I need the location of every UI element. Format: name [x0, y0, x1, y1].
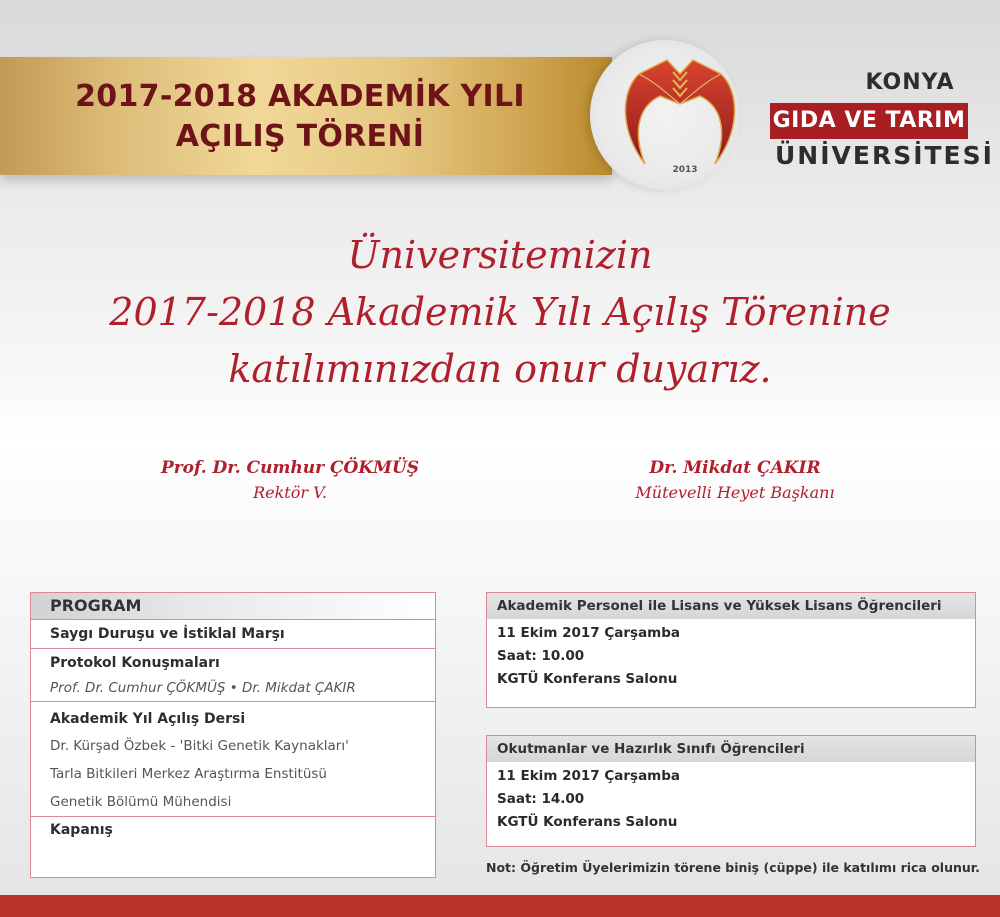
- program-item-title: Protokol Konuşmaları: [50, 655, 220, 671]
- session-audience: Okutmanlar ve Hazırlık Sınıfı Öğrencileri: [487, 736, 975, 762]
- session-time: Saat: 14.00: [497, 791, 585, 807]
- invitation-line2: 2017-2018 Akademik Yılı Açılış Törenine: [109, 290, 891, 334]
- program-item: [31, 702, 435, 817]
- session-time: Saat: 10.00: [497, 648, 585, 664]
- invitation-text: [0, 227, 1000, 398]
- program-item-title: Kapanış: [50, 822, 113, 838]
- invitation-line1: Üniversitemizin: [347, 233, 653, 277]
- attire-note: Not: Öğretim Üyelerimizin törene biniş (cüppe) ile katılımı rica olunur.: [486, 860, 980, 875]
- program-item-detail: Tarla Bitkileri Merkez Araştırma Enstitüsü: [50, 766, 327, 782]
- signatory-role: Rektör V.: [253, 483, 327, 502]
- signatory-board-chair: [575, 455, 895, 505]
- university-name-line1: KONYA: [865, 70, 955, 95]
- banner-title: [50, 77, 550, 157]
- banner-title-line1: 2017-2018 AKADEMİK YILI: [75, 79, 525, 114]
- logo-year: 2013: [672, 165, 698, 175]
- university-name-line2: GIDA VE TARIM: [770, 103, 968, 139]
- session-audience: Akademik Personel ile Lisans ve Yüksek Lisans Öğrencileri: [487, 593, 975, 619]
- banner-title-line2: AÇILIŞ TÖRENİ: [175, 119, 425, 154]
- program-item-detail: Genetik Bölümü Mühendisi: [50, 794, 232, 810]
- university-name-line3: ÜNİVERSİTESİ: [775, 141, 994, 170]
- session-date: 11 Ekim 2017 Çarşamba: [497, 768, 681, 784]
- program-item-detail: Dr. Kürşad Özbek - 'Bitki Genetik Kaynakları': [50, 738, 349, 754]
- program-item-title: Saygı Duruşu ve İstiklal Marşı: [50, 626, 285, 642]
- program-item-detail: Prof. Dr. Cumhur ÇÖKMÜŞ • Dr. Mikdat ÇAKIR: [50, 680, 356, 696]
- session-date: 11 Ekim 2017 Çarşamba: [497, 625, 681, 641]
- signatory-role: Mütevelli Heyet Başkanı: [635, 483, 835, 502]
- title-banner: [0, 57, 612, 175]
- signatory-name: Prof. Dr. Cumhur ÇÖKMÜŞ: [160, 458, 420, 478]
- program-box: [30, 592, 436, 878]
- program-heading: PROGRAM: [31, 593, 435, 620]
- footer-bar: [0, 895, 1000, 917]
- session-card: [486, 592, 976, 708]
- session-venue: KGTÜ Konferans Salonu: [497, 671, 678, 687]
- signatory-rector: [130, 455, 450, 505]
- program-item-title: Akademik Yıl Açılış Dersi: [50, 711, 246, 727]
- invitation-line3: katılımınızdan onur duyarız.: [228, 347, 772, 391]
- university-emblem-icon: [615, 52, 745, 182]
- session-card: [486, 735, 976, 847]
- program-item: [31, 817, 435, 843]
- session-venue: KGTÜ Konferans Salonu: [497, 814, 678, 830]
- program-item: [31, 620, 435, 649]
- program-item: [31, 649, 435, 702]
- signatory-name: Dr. Mikdat ÇAKIR: [649, 458, 821, 478]
